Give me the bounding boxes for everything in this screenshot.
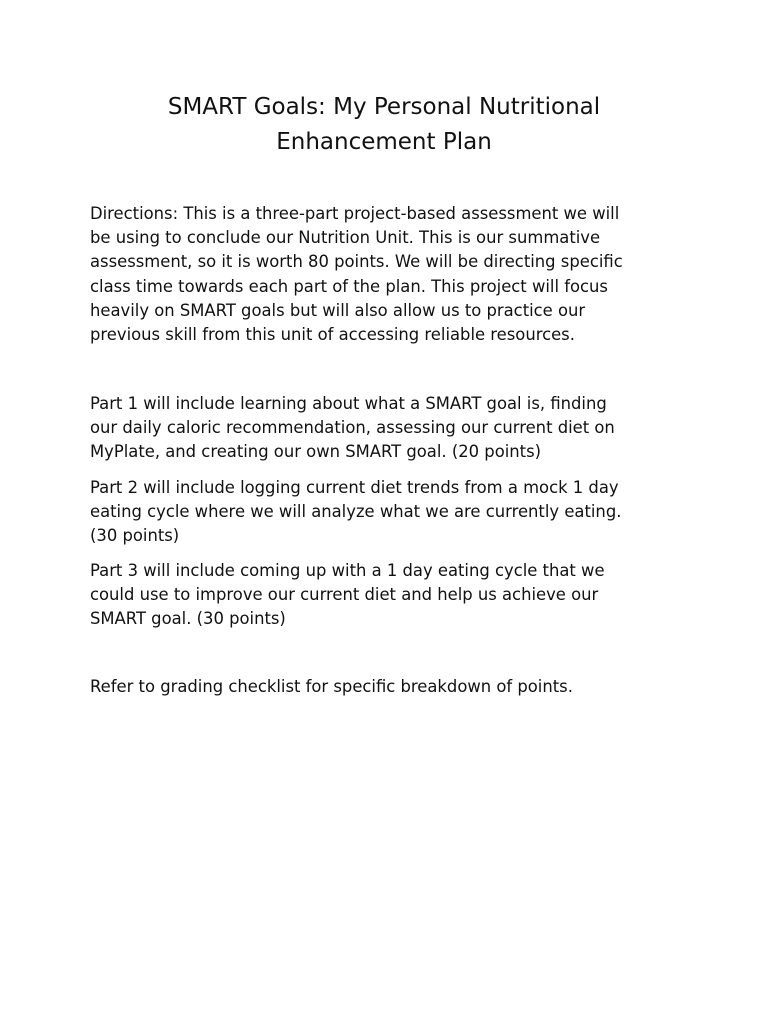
paragraph-line: our daily caloric recommendation, assessing our current diet on [90, 418, 615, 438]
paragraph-line: MyPlate, and creating our own SMART goal. (20 points) [90, 442, 542, 462]
paragraph-line: Part 2 will include logging current diet trends from a mock 1 day [90, 478, 619, 497]
paragraph-line: Part 3 will include coming up with a 1 day eating cycle that we [90, 561, 605, 580]
paragraph-line: class time towards each part of the plan. This project will focus [90, 276, 608, 296]
paragraph-line: heavily on SMART goals but will also allow us to practice our [90, 300, 586, 320]
grading-reference-paragraph: Refer to grading checklist for specific breakdown of points. [90, 677, 573, 696]
paragraph-line: eating cycle where we will analyze what we are currently eating. [90, 502, 622, 522]
paragraph-line: previous skill from this unit of accessing reliable resources. [90, 325, 575, 345]
part1-paragraph [90, 392, 680, 465]
paragraph-line: SMART goal. (30 points) [90, 609, 286, 629]
part2-paragraph [90, 476, 680, 549]
paragraph-line: (30 points) [90, 526, 180, 546]
paragraph-line: Directions: This is a three-part project-based assessment we will [90, 204, 620, 223]
paragraph-line: could use to improve our current diet and help us achieve our [90, 585, 599, 605]
part3-paragraph [90, 559, 680, 632]
paragraph-line: be using to conclude our Nutrition Unit. This is our summative [90, 228, 601, 248]
title-line: Enhancement Plan [276, 129, 492, 155]
paragraph-line: assessment, so it is worth 80 points. We will be directing specific [90, 252, 623, 272]
title-line: SMART Goals: My Personal Nutritional [167, 94, 601, 120]
page-title [0, 90, 768, 160]
paragraph-line: Part 1 will include learning about what a SMART goal is, finding [90, 394, 607, 413]
directions-paragraph [90, 202, 680, 347]
